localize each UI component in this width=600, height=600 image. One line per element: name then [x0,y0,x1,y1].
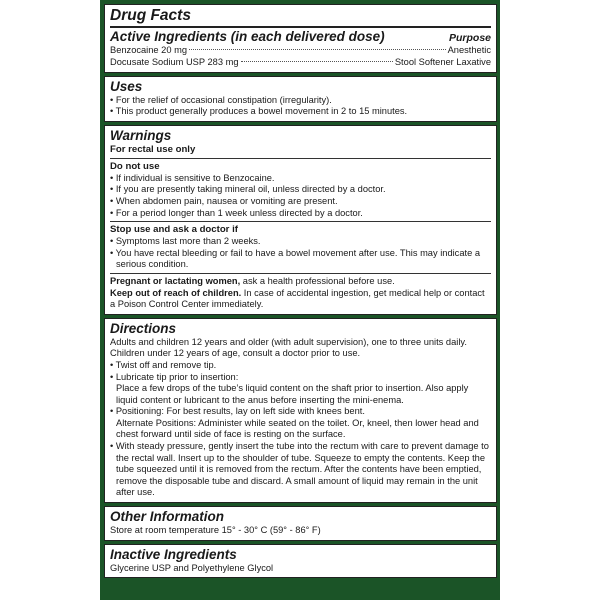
leader-dots [189,49,446,50]
inactive-ingredients-box [104,544,497,579]
storage-text: Store at room temperature 15° - 30° C (59° - 86° F) [110,525,321,536]
divider [110,26,491,28]
directions-step: • Positioning: For best results, lay on left side with knees bent. [110,406,365,417]
directions-detail: Place a few drops of the tube’s liquid content on the shaft prior to insertion. Also apply liquid content or lubricant to the anus before inserting the mini-enema. [116,383,469,405]
drug-facts-title: Drug Facts [110,7,191,24]
inactive-ingredients-heading: Inactive Ingredients [110,546,237,562]
drug-facts-panel [100,0,500,600]
other-information-box [104,506,497,541]
directions-step: • Lubricate tip prior to insertion: [110,371,239,382]
purpose-label: Purpose [448,32,491,44]
do-not-use-heading: Do not use [110,160,160,172]
background-right [500,0,600,600]
ingredient-name: Docusate Sodium USP 283 mg [110,56,239,67]
uses-box [104,76,497,122]
divider [110,158,491,159]
stop-use-item: • You have rectal bleeding or fail to have a bowel movement after use. This may indicate a serious condition. [110,247,481,270]
rectal-use-notice: For rectal use only [110,143,196,155]
ingredient-purpose: Anesthetic [447,45,491,55]
stop-use-item: • Symptoms last more than 2 weeks. [110,236,261,247]
do-not-use-item: • For a period longer than 1 week unless directed by a doctor. [110,207,363,218]
pregnant-label: Pregnant or lactating women, [110,275,241,286]
do-not-use-item: • If you are presently taking mineral oil, unless directed by a doctor. [110,184,386,195]
inactive-ingredients-text: Glycerine USP and Polyethylene Glycol [110,562,274,573]
uses-item: • For the relief of occasional constipation (irregularity). [110,94,332,105]
keep-out-text: In case of accidental ingestion, get medical help or contact a Poison Control Center immediately. [110,287,485,310]
ingredient-purpose: Stool Softener Laxative [394,56,491,67]
keep-out-warning [110,288,491,311]
warnings-box [104,125,497,315]
directions-step: • With steady pressure, gently insert the tube into the rectum with care to prevent damage to the rectal wall. Insert up to the shoulder of tube. Squeeze to empty the contents. Keep the tube squeezed until it is removed from the rectum. After the contents have been emptied, remove the disposable tube and discard. A small amount of liquid may remain in the unit after use. [110,441,489,498]
divider [110,273,491,274]
other-information-heading: Other Information [110,509,224,525]
ingredient-row [110,57,491,69]
ingredient-row [110,45,491,57]
uses-item: • This product generally produces a bowel movement in 2 to 15 minutes. [110,106,408,117]
leader-dots [241,61,393,62]
warnings-heading: Warnings [110,127,172,143]
directions-box [104,318,497,503]
divider [110,221,491,222]
directions-heading: Directions [110,320,177,336]
background-left [0,0,100,600]
active-ingredients-heading: Active Ingredients (in each delivered dose) [110,29,385,44]
stop-use-heading: Stop use and ask a doctor if [110,224,238,236]
do-not-use-item: • If individual is sensitive to Benzocaine. [110,172,275,183]
directions-intro: Adults and children 12 years and older (with adult supervision), one to three units daily. Children under 12 years of age, consult a doctor prior to use. [110,336,467,359]
uses-heading: Uses [110,78,143,94]
pregnant-warning [110,276,491,288]
ingredient-name: Benzocaine 20 mg [110,45,188,55]
pregnant-text: ask a health professional before use. [240,275,395,286]
keep-out-label: Keep out of reach of children. [110,287,242,298]
active-ingredients-header [110,29,491,45]
directions-step: • Twist off and remove tip. [110,359,217,370]
directions-detail: Alternate Positions: Administer while seated on the toilet. Or, kneel, then lower head and chest forward until side of face is resting on the surface. [116,417,479,440]
active-ingredients-box [104,4,497,73]
do-not-use-item: • When abdomen pain, nausea or vomiting are present. [110,195,338,206]
